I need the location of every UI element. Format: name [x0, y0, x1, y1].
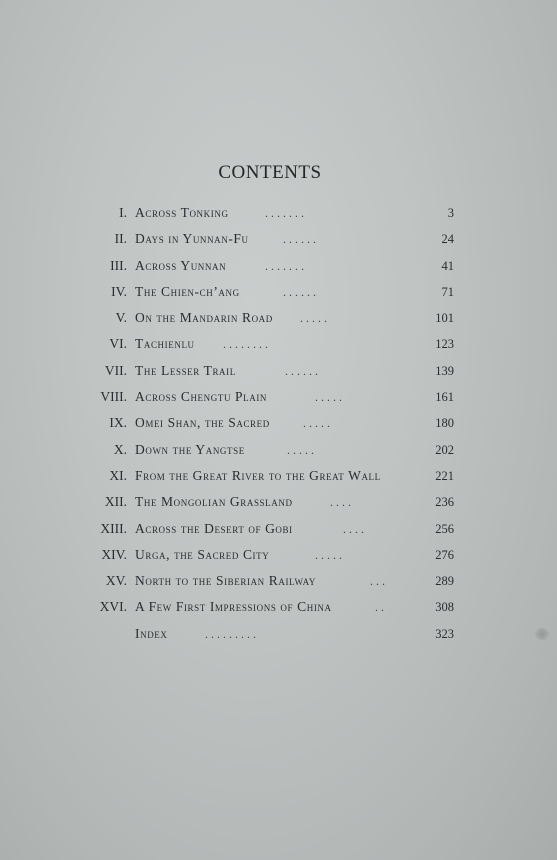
toc-entry — [0, 437, 557, 463]
dot-leader: . . . . . . — [283, 284, 316, 299]
toc-entry — [0, 621, 557, 647]
toc-entry — [0, 489, 557, 515]
chapter-title: Days in Yunnan-Fu . . . . . . — [135, 226, 435, 252]
dot-leader: . . . . — [343, 521, 364, 536]
page-number: 180 — [435, 416, 454, 431]
dot-leader: . . . — [370, 574, 385, 589]
page-number: 236 — [435, 495, 454, 510]
chapter-number: II. — [114, 231, 127, 247]
toc-entry — [0, 410, 557, 436]
chapter-number: VIII. — [100, 389, 127, 405]
toc-entry — [0, 253, 557, 279]
chapter-title: Down the Yangtse . . . . . — [135, 437, 435, 463]
chapter-number: IV. — [111, 283, 127, 299]
dot-leader: . . . . . — [315, 547, 342, 562]
toc-entry — [0, 516, 557, 542]
chapter-title: Across Tonking . . . . . . . — [135, 200, 435, 226]
chapter-title: From the Great River to the Great Wall — [135, 467, 381, 483]
toc-entry — [0, 568, 557, 594]
chapter-number: XI. — [109, 467, 127, 483]
page-number: 41 — [441, 258, 454, 273]
page-number: 308 — [435, 600, 454, 615]
chapter-title: The Mongolian Grassland . . . . — [135, 489, 435, 515]
toc-entry — [0, 305, 557, 331]
toc-entry — [0, 358, 557, 384]
chapter-title: Across the Desert of Gobi . . . . — [135, 516, 435, 542]
dot-leader: . . . . . — [300, 311, 327, 326]
page-number: 161 — [435, 390, 454, 405]
page-number: 323 — [435, 626, 454, 641]
chapter-title: Across Yunnan . . . . . . . — [135, 253, 435, 279]
chapter-title: North to the Siberian Railway . . . — [135, 568, 435, 594]
page-smudge — [535, 628, 549, 640]
chapter-title: Across Chengtu Plain . . . . . — [135, 384, 435, 410]
dot-leader: . . . . . — [303, 416, 330, 431]
chapter-title: The Lesser Trail . . . . . . — [135, 358, 435, 384]
chapter-number: X. — [113, 441, 127, 457]
toc-entry — [0, 594, 557, 620]
dot-leader: . . . . . . . . . — [205, 626, 256, 641]
chapter-number: XVI. — [99, 599, 127, 615]
chapter-number: VII. — [104, 362, 127, 378]
toc-entry — [0, 331, 557, 357]
page-number: 71 — [441, 284, 454, 299]
chapter-title: Omei Shan, the Sacred . . . . . — [135, 410, 435, 436]
toc-entry — [0, 542, 557, 568]
toc-entry — [0, 226, 557, 252]
dot-leader: . . . . . . — [283, 232, 316, 247]
dot-leader: . . . . . — [287, 442, 314, 457]
chapter-title: Urga, the Sacred City . . . . . — [135, 542, 435, 568]
page-number: 3 — [447, 206, 454, 220]
chapter-number: XII. — [104, 494, 127, 510]
dot-leader: . . . . . . — [285, 363, 318, 378]
chapter-number: III. — [110, 257, 127, 273]
toc-entry — [0, 200, 557, 226]
page-number: 123 — [435, 337, 454, 352]
chapter-number: I. — [119, 205, 127, 220]
chapter-title: Tachienlu . . . . . . . . — [135, 331, 435, 357]
page-number: 101 — [435, 311, 454, 326]
chapter-title: Index . . . . . . . . . — [135, 621, 435, 647]
chapter-title: The Chien-ch’ang . . . . . . — [135, 279, 435, 305]
page-number: 289 — [435, 574, 454, 589]
chapter-title: A Few First Impressions of China . . — [135, 594, 435, 620]
page-number: 139 — [435, 363, 454, 378]
toc-entry — [0, 279, 557, 305]
dot-leader: . . . . . . . . — [223, 337, 268, 352]
page-number: 221 — [435, 468, 454, 483]
page-title: CONTENTS — [218, 162, 322, 183]
chapter-number: IX. — [109, 415, 127, 431]
dot-leader: . . . . — [330, 495, 351, 510]
chapter-number: V. — [115, 310, 127, 326]
page-number: 24 — [441, 232, 454, 247]
page-number: 256 — [435, 521, 454, 536]
chapter-number: XIV. — [101, 546, 127, 562]
dot-leader: . . . . . . . — [265, 258, 304, 273]
dot-leader: . . . . . . . — [265, 206, 304, 220]
chapter-number: VI. — [109, 336, 127, 352]
chapter-number: XV. — [105, 573, 127, 589]
dot-leader: . . — [375, 600, 384, 615]
page-number: 276 — [435, 547, 454, 562]
toc-entry — [0, 463, 557, 489]
page-number: 202 — [435, 442, 454, 457]
dot-leader: . . . . . — [315, 390, 342, 405]
toc-entry — [0, 384, 557, 410]
chapter-number: XIII. — [100, 520, 127, 536]
table-of-contents — [0, 200, 557, 647]
chapter-title: On the Mandarin Road . . . . . — [135, 305, 435, 331]
